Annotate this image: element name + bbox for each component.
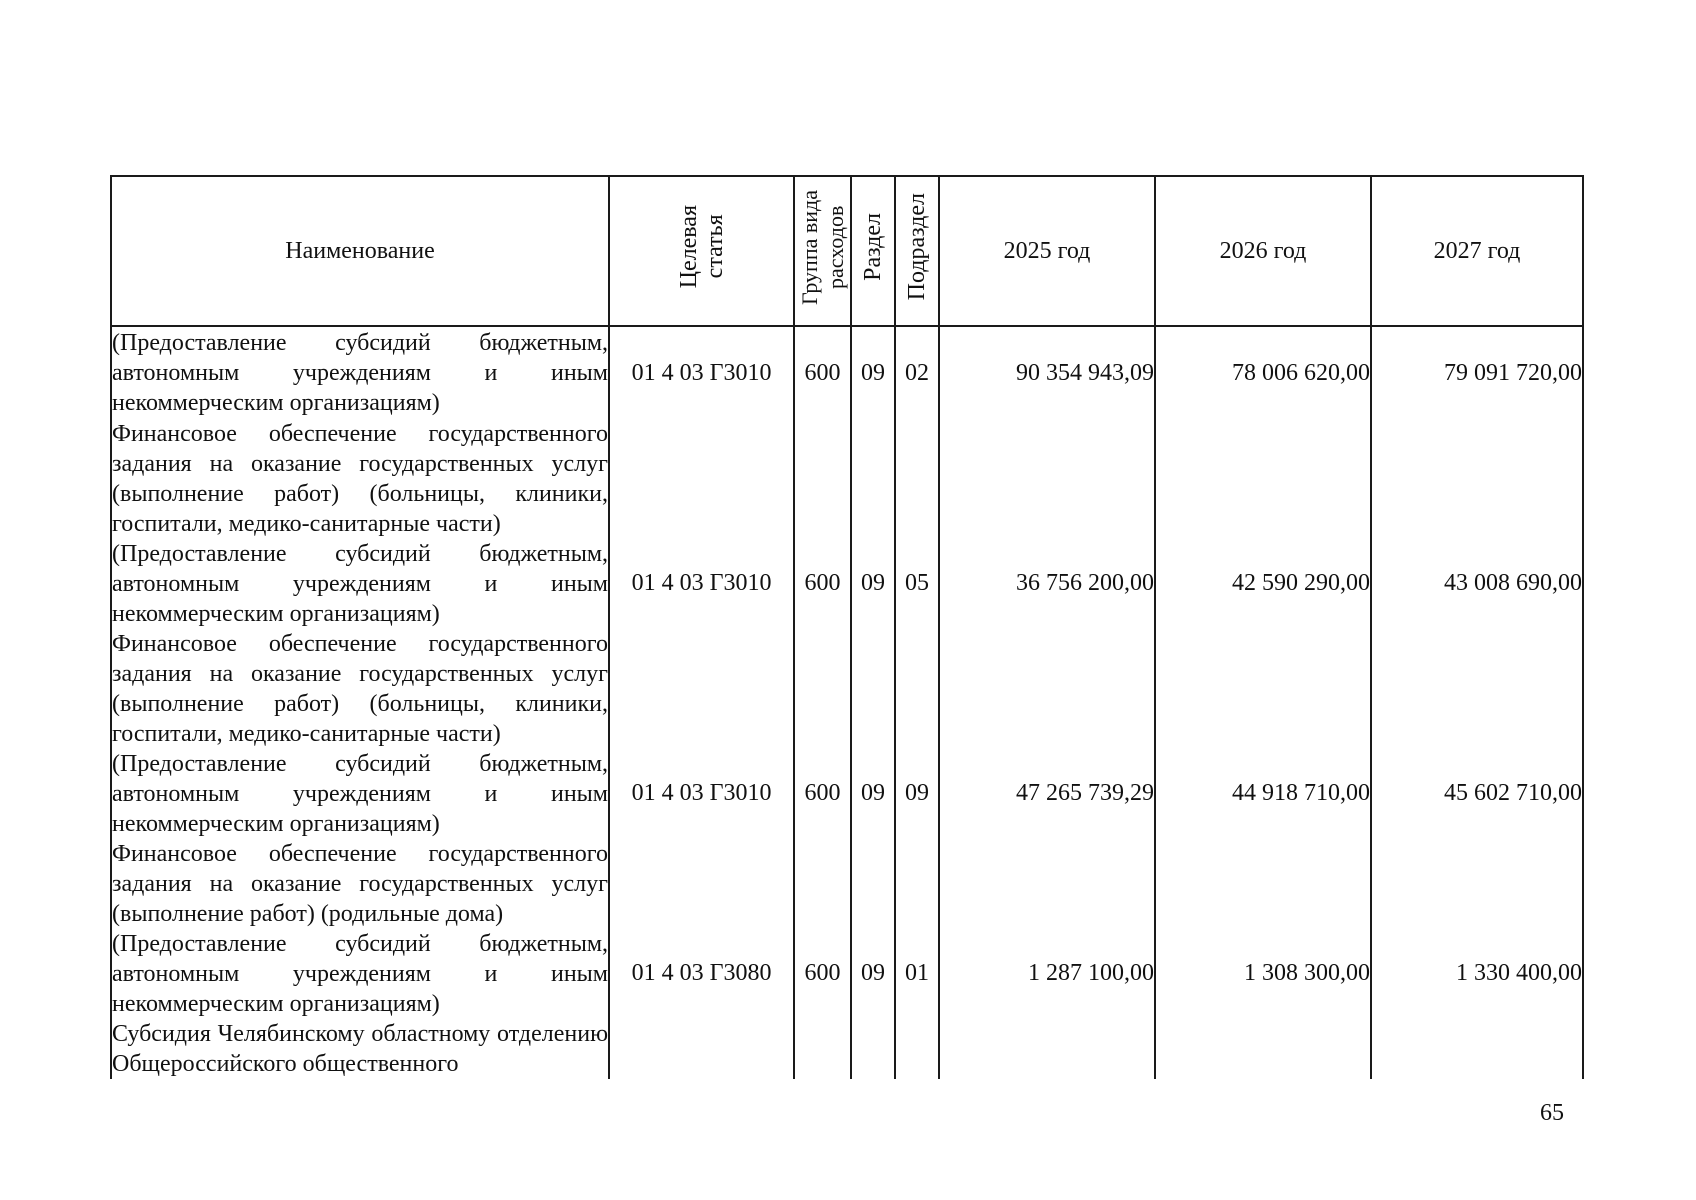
table-row <box>111 629 1583 839</box>
cell-2027 <box>1371 1019 1583 1079</box>
row-name-line: (Предоставление субсидий бюджетным, автономным учреждениям и иным некоммерческим организациям) <box>112 931 608 1017</box>
row-name <box>111 629 609 839</box>
cell-subsection: 09 <box>895 629 939 839</box>
row-name-line: (Предоставление субсидий бюджетным, автономным учреждениям и иным некоммерческим организациям) <box>112 751 608 837</box>
cell-subsection <box>895 1019 939 1079</box>
cell-2026: 78 006 620,00 <box>1155 326 1371 419</box>
cell-section: 09 <box>851 629 895 839</box>
cell-2027: 79 091 720,00 <box>1371 326 1583 419</box>
cell-section <box>851 1019 895 1079</box>
cell-expense-group <box>794 1019 851 1079</box>
row-name-line: (Предоставление субсидий бюджетным, автономным учреждениям и иным некоммерческим организациям) <box>112 330 608 416</box>
cell-2025: 1 287 100,00 <box>939 839 1155 1019</box>
row-name-line: Финансовое обеспечение государственного задания на оказание государственных услуг (выполнение работ) (больницы, клиники, госпитали, медико-санитарные части) <box>112 631 608 747</box>
header-2026: 2026 год <box>1155 176 1371 326</box>
budget-table <box>110 175 1584 1079</box>
table-row <box>111 419 1583 629</box>
cell-subsection: 05 <box>895 419 939 629</box>
header-target-article: Целевая статья <box>609 176 794 326</box>
cell-target-article: 01 4 03 Г3080 <box>609 839 794 1019</box>
cell-expense-group: 600 <box>794 419 851 629</box>
cell-2025 <box>939 1019 1155 1079</box>
cell-target-article: 01 4 03 Г3010 <box>609 326 794 419</box>
table-row <box>111 839 1583 1019</box>
row-name-line: Финансовое обеспечение государственного задания на оказание государственных услуг (выполнение работ) (больницы, клиники, госпитали, медико-санитарные части) <box>112 421 608 537</box>
table-row <box>111 326 1583 419</box>
page-number: 65 <box>1540 1100 1564 1126</box>
table-header-row <box>111 176 1583 326</box>
cell-expense-group: 600 <box>794 839 851 1019</box>
header-subsection: Подраздел <box>895 176 939 326</box>
row-name-line: Субсидия Челябинскому областному отделению Общероссийского общественного <box>112 1021 608 1077</box>
header-2027: 2027 год <box>1371 176 1583 326</box>
cell-2026 <box>1155 1019 1371 1079</box>
cell-target-article <box>609 1019 794 1079</box>
cell-2026: 42 590 290,00 <box>1155 419 1371 629</box>
cell-target-article: 01 4 03 Г3010 <box>609 629 794 839</box>
cell-2026: 1 308 300,00 <box>1155 839 1371 1019</box>
row-name-line: (Предоставление субсидий бюджетным, автономным учреждениям и иным некоммерческим организациям) <box>112 541 608 627</box>
cell-subsection: 01 <box>895 839 939 1019</box>
cell-2027: 45 602 710,00 <box>1371 629 1583 839</box>
row-name <box>111 839 609 1019</box>
cell-target-article: 01 4 03 Г3010 <box>609 419 794 629</box>
cell-section: 09 <box>851 419 895 629</box>
cell-subsection: 02 <box>895 326 939 419</box>
cell-2026: 44 918 710,00 <box>1155 629 1371 839</box>
cell-2027: 43 008 690,00 <box>1371 419 1583 629</box>
cell-section: 09 <box>851 839 895 1019</box>
cell-2027: 1 330 400,00 <box>1371 839 1583 1019</box>
table-row <box>111 1019 1583 1079</box>
header-2025: 2025 год <box>939 176 1155 326</box>
cell-2025: 90 354 943,09 <box>939 326 1155 419</box>
header-section: Раздел <box>851 176 895 326</box>
cell-expense-group: 600 <box>794 629 851 839</box>
row-name <box>111 1019 609 1079</box>
cell-section: 09 <box>851 326 895 419</box>
row-name-line: Финансовое обеспечение государственного задания на оказание государственных услуг (выполнение работ) (родильные дома) <box>112 841 608 927</box>
row-name <box>111 419 609 629</box>
cell-expense-group: 600 <box>794 326 851 419</box>
header-name: Наименование <box>111 176 609 326</box>
header-expense-group: Группа вида расходов <box>794 176 851 326</box>
cell-2025: 47 265 739,29 <box>939 629 1155 839</box>
cell-2025: 36 756 200,00 <box>939 419 1155 629</box>
row-name <box>111 326 609 419</box>
